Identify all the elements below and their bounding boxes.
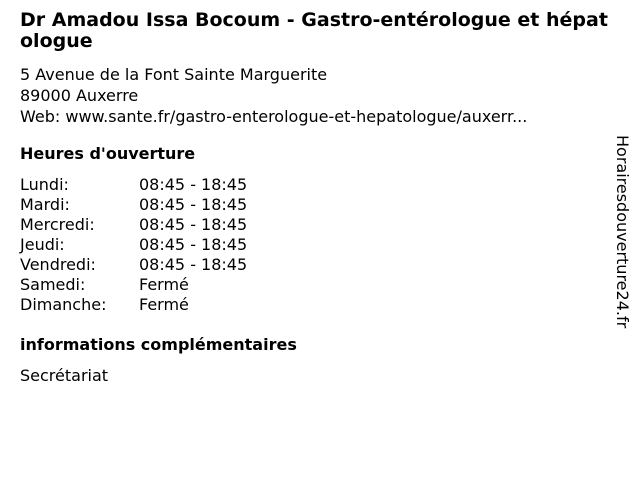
hours-table — [20, 175, 610, 315]
listing — [20, 10, 610, 386]
day-hours: 08:45 - 18:45 — [139, 215, 248, 234]
info-text: Secrétariat — [20, 366, 109, 385]
info-heading: informations complémentaires — [20, 335, 297, 354]
day-hours: 08:45 - 18:45 — [139, 235, 248, 254]
day-hours: 08:45 - 18:45 — [139, 195, 248, 214]
day-label: Samedi: — [20, 275, 86, 294]
day-label: Mercredi: — [20, 215, 95, 234]
street-address: 5 Avenue de la Font Sainte Marguerite — [20, 65, 328, 84]
city-address: 89000 Auxerre — [20, 86, 139, 105]
hours-row — [20, 195, 610, 215]
hours-row — [20, 215, 610, 235]
day-label: Vendredi: — [20, 255, 96, 274]
website-link[interactable]: Web: www.sante.fr/gastro-enterologue-et-hepatologue/auxerr... — [20, 107, 528, 126]
day-hours: Fermé — [139, 295, 189, 314]
hours-row — [20, 255, 610, 275]
day-label: Mardi: — [20, 195, 70, 214]
hours-row — [20, 235, 610, 255]
day-hours: 08:45 - 18:45 — [139, 175, 248, 194]
hours-heading: Heures d'ouverture — [20, 144, 196, 163]
hours-row — [20, 175, 610, 195]
page-title: Dr Amadou Issa Bocoum - Gastro-entérologue et hépatologue — [20, 9, 608, 52]
hours-row — [20, 275, 610, 295]
day-label: Dimanche: — [20, 295, 107, 314]
site-watermark: Horairesdouverture24.fr — [613, 135, 632, 329]
day-hours: 08:45 - 18:45 — [139, 255, 248, 274]
address-block — [20, 64, 610, 127]
day-hours: Fermé — [139, 275, 189, 294]
hours-row — [20, 295, 610, 315]
day-label: Lundi: — [20, 175, 69, 194]
day-label: Jeudi: — [20, 235, 65, 254]
